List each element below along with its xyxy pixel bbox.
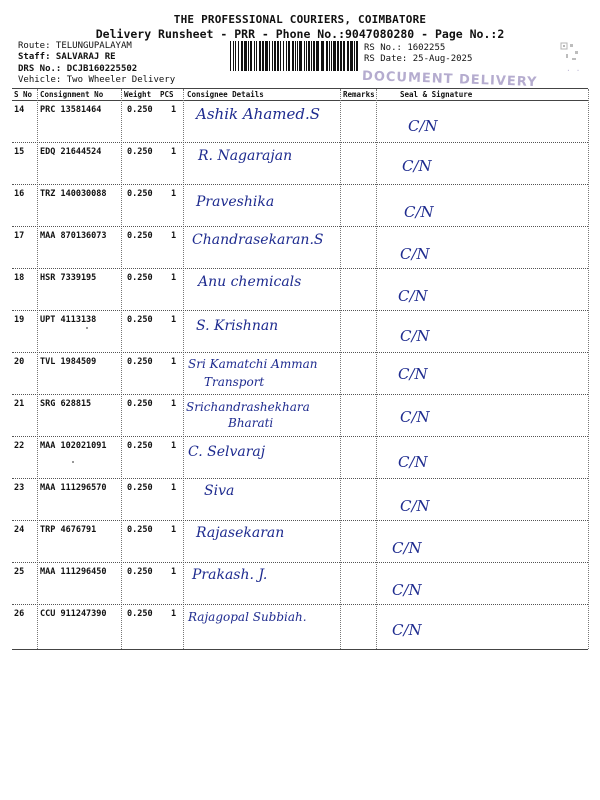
row-consignee: S. Krishnan bbox=[196, 318, 279, 334]
row-signature: C/N bbox=[398, 287, 428, 305]
row-sno: 16 bbox=[14, 189, 25, 199]
row-sno: 21 bbox=[14, 399, 25, 409]
row-consignment-no: TVL 1984509 bbox=[40, 357, 97, 367]
row-sno: 23 bbox=[14, 483, 25, 493]
row-weight: 0.250 bbox=[127, 105, 153, 115]
col-header-weight: Weight bbox=[124, 90, 152, 99]
row-signature: C/N bbox=[398, 365, 428, 383]
row-pcs: 1 bbox=[171, 483, 177, 493]
table-row bbox=[0, 605, 600, 647]
row-consignee: Rajagopal Subbiah. bbox=[188, 610, 307, 624]
row-signature: C/N bbox=[392, 539, 422, 557]
row-consignee: C. Selvaraj bbox=[188, 444, 266, 460]
row-signature: C/N bbox=[398, 453, 428, 471]
row-consignee-line2: Bharati bbox=[228, 416, 274, 430]
row-weight: 0.250 bbox=[127, 273, 153, 283]
row-weight: 0.250 bbox=[127, 609, 153, 619]
scan-speck bbox=[86, 327, 88, 329]
row-consignee: Praveshika bbox=[196, 194, 275, 210]
row-pcs: 1 bbox=[171, 609, 177, 619]
row-pcs: 1 bbox=[171, 399, 177, 409]
row-pcs: 1 bbox=[171, 357, 177, 367]
qr-mark-image bbox=[560, 42, 584, 66]
col-header-seal: Seal & Signature bbox=[400, 90, 473, 99]
row-consignee: Anu chemicals bbox=[198, 274, 302, 290]
table-row bbox=[0, 353, 600, 395]
row-consignee: Srichandrashekhara bbox=[186, 400, 310, 414]
row-consignment-no: MAA 102021091 bbox=[40, 441, 107, 451]
barcode-image bbox=[230, 41, 358, 71]
row-pcs: 1 bbox=[171, 273, 177, 283]
row-weight: 0.250 bbox=[127, 399, 153, 409]
row-consignee: Sri Kamatchi Amman bbox=[188, 357, 318, 371]
row-sno: 15 bbox=[14, 147, 25, 157]
table-row bbox=[0, 395, 600, 437]
row-weight: 0.250 bbox=[127, 567, 153, 577]
row-pcs: 1 bbox=[171, 441, 177, 451]
drs-number: DRS No.: DCJB160225502 bbox=[18, 64, 138, 74]
rs-date: RS Date: 25-Aug-2025 bbox=[364, 54, 473, 64]
row-signature: C/N bbox=[408, 117, 438, 135]
row-signature: C/N bbox=[400, 408, 430, 426]
row-signature: C/N bbox=[392, 581, 422, 599]
col-header-sno: S No bbox=[14, 90, 33, 99]
row-pcs: 1 bbox=[171, 231, 177, 241]
row-pcs: 1 bbox=[171, 525, 177, 535]
row-sno: 18 bbox=[14, 273, 25, 283]
scan-speck bbox=[72, 461, 74, 463]
row-weight: 0.250 bbox=[127, 525, 153, 535]
table-row bbox=[0, 269, 600, 311]
row-signature: C/N bbox=[400, 327, 430, 345]
row-weight: 0.250 bbox=[127, 441, 153, 451]
row-signature: C/N bbox=[392, 621, 422, 639]
row-sno: 24 bbox=[14, 525, 25, 535]
row-consignment-no: TRZ 140030088 bbox=[40, 189, 107, 199]
row-pcs: 1 bbox=[171, 567, 177, 577]
table-top-rule bbox=[12, 88, 588, 89]
row-sno: 25 bbox=[14, 567, 25, 577]
table-row bbox=[0, 185, 600, 227]
row-sno: 14 bbox=[14, 105, 25, 115]
row-consignment-no: MAA 111296450 bbox=[40, 567, 107, 577]
vehicle-label: Vehicle: Two Wheeler Delivery bbox=[18, 75, 176, 85]
table-row bbox=[0, 479, 600, 521]
row-signature: C/N bbox=[400, 497, 430, 515]
col-header-consignment: Consignment No bbox=[40, 90, 104, 99]
route-label: Route: TELUNGUPALAYAM bbox=[18, 41, 132, 51]
row-sno: 17 bbox=[14, 231, 25, 241]
row-consignee: Prakash. J. bbox=[192, 567, 268, 583]
row-pcs: 1 bbox=[171, 105, 177, 115]
row-weight: 0.250 bbox=[127, 189, 153, 199]
row-pcs: 1 bbox=[171, 315, 177, 325]
row-sno: 19 bbox=[14, 315, 25, 325]
row-signature: C/N bbox=[404, 203, 434, 221]
col-header-remarks: Remarks bbox=[343, 90, 375, 99]
row-consignment-no: HSR 7339195 bbox=[40, 273, 97, 283]
row-weight: 0.250 bbox=[127, 315, 153, 325]
row-consignee-line2: Transport bbox=[204, 375, 265, 389]
table-row bbox=[0, 563, 600, 605]
row-weight: 0.250 bbox=[127, 231, 153, 241]
row-signature: C/N bbox=[402, 157, 432, 175]
table-row bbox=[0, 101, 600, 143]
row-consignee: R. Nagarajan bbox=[198, 148, 293, 164]
col-header-pcs: PCS bbox=[160, 90, 174, 99]
runsheet-subtitle: Delivery Runsheet - PRR - Phone No.:9047080280 - Page No.:2 bbox=[95, 27, 505, 41]
row-consignment-no: EDQ 21644524 bbox=[40, 147, 102, 157]
row-consignment-no: SRG 628815 bbox=[40, 399, 92, 409]
col-header-consignee: Consignee Details bbox=[187, 90, 264, 99]
row-consignee: Chandrasekaran.S bbox=[192, 232, 324, 248]
row-consignee: Siva bbox=[204, 483, 235, 499]
table-row bbox=[0, 521, 600, 563]
row-consignment-no: MAA 111296570 bbox=[40, 483, 107, 493]
row-pcs: 1 bbox=[171, 189, 177, 199]
row-consignment-no: CCU 911247390 bbox=[40, 609, 107, 619]
document-delivery-stamp: DOCUMENT DELIVERY bbox=[361, 68, 538, 91]
rs-number: RS No.: 1602255 bbox=[364, 43, 446, 53]
row-consignee: Rajasekaran bbox=[196, 525, 285, 541]
row-consignment-no: PRC 13581464 bbox=[40, 105, 102, 115]
row-weight: 0.250 bbox=[127, 483, 153, 493]
row-weight: 0.250 bbox=[127, 357, 153, 367]
row-consignee: Ashik Ahamed.S bbox=[196, 105, 321, 123]
table-row bbox=[0, 311, 600, 353]
row-consignment-no: MAA 870136073 bbox=[40, 231, 107, 241]
row-consignment-no: TRP 4676791 bbox=[40, 525, 97, 535]
stamp-fragment-icon: · · bbox=[566, 66, 581, 75]
row-sno: 26 bbox=[14, 609, 25, 619]
table-row bbox=[0, 437, 600, 479]
row-pcs: 1 bbox=[171, 147, 177, 157]
table-bottom-rule bbox=[12, 649, 588, 650]
company-title: THE PROFESSIONAL COURIERS, COIMBATORE bbox=[173, 13, 427, 26]
row-consignment-no: UPT 4113138 bbox=[40, 315, 97, 325]
staff-label: Staff: SALVARAJ RE bbox=[18, 52, 116, 62]
table-row bbox=[0, 143, 600, 185]
row-signature: C/N bbox=[400, 245, 430, 263]
row-weight: 0.250 bbox=[127, 147, 153, 157]
row-sno: 22 bbox=[14, 441, 25, 451]
row-sno: 20 bbox=[14, 357, 25, 367]
table-row bbox=[0, 227, 600, 269]
